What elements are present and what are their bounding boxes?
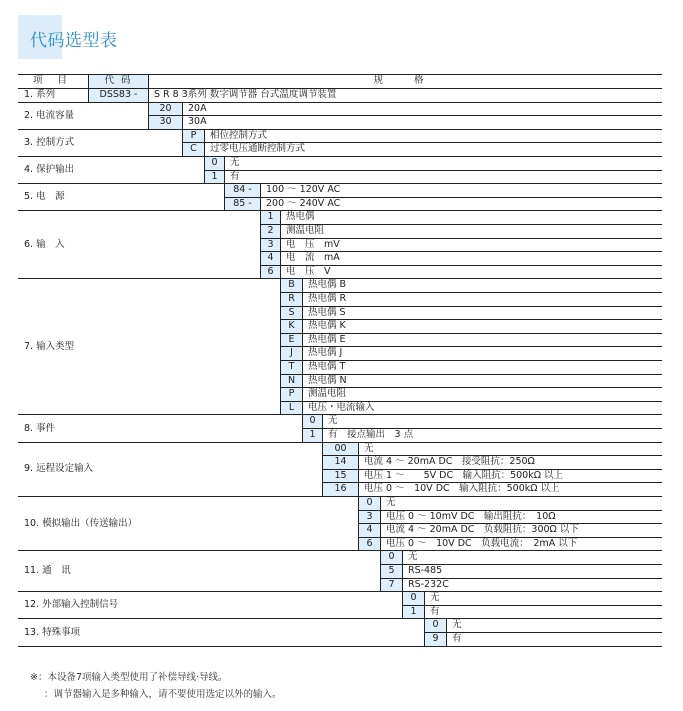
option-code: DSS83 - [89,89,148,102]
option-code: 15 [323,470,358,483]
option-code: P [281,388,302,401]
option-description: 电压・电流输入 [308,401,375,413]
option-code: 14 [323,456,358,469]
header-code: 代 码 [89,74,148,88]
option-description: S R 8 3系列 数字调节器 台式温度调节装置 [154,89,337,100]
option-code: 0 [381,551,402,564]
option-description: 无 [430,592,440,604]
option-code: 3 [359,511,380,524]
option-description: 热电偶 R [308,293,347,304]
option-code: 0 [359,497,380,510]
group-label: 9. 远程设定输入 [24,463,94,475]
code-left-rule [322,442,323,496]
option-description: 30A [188,116,207,128]
option-description: 无 [408,551,418,563]
code-right-rule [260,183,261,210]
option-description: 热电偶 B [308,279,347,291]
option-code: 0 [403,592,424,605]
option-code: J [281,347,302,360]
group-label: 2. 电流容量 [24,109,75,121]
option-code: R [281,293,302,306]
option-description: RS-485 [408,565,443,576]
group-label: 10. 模拟输出（传送输出） [24,517,138,529]
option-code: 0 [303,415,322,428]
group-label: 1. 系列 [24,89,56,101]
option-description: 无 [386,497,396,508]
option-description: 电压 0 ～ 10V DC 输入阻抗：500kΩ 以上 [364,483,560,495]
code-left-rule [182,129,183,156]
option-code: 4 [359,524,380,537]
option-code: 4 [261,252,280,265]
option-description: 200 ～ 240V AC [266,197,341,209]
code-left-rule [148,102,149,129]
option-description: 电流 4 ～ 20mA DC 负载阻抗：300Ω 以下 [386,524,579,536]
option-code: 85 - [225,198,260,211]
option-code: T [281,361,302,374]
footnote-2: ：调节器输入是多种输入，请不要使用选定以外的输入。 [44,689,282,700]
group-label: 5. 电 源 [24,191,65,203]
code-right-rule [322,414,323,441]
option-code: E [281,334,302,347]
option-description: 电 流 mA [286,252,340,264]
footnote-1: ※：本设备7项输入类型使用了补偿导线·导线。 [30,672,228,683]
group-rule [18,646,662,647]
option-code: 6 [359,538,380,551]
option-description: 20A [188,102,207,114]
option-code: 16 [323,483,358,496]
option-code: S [281,307,302,320]
option-code: 7 [381,579,402,592]
option-description: 电压 0 ～ 10V DC 负载电流： 2mA 以下 [386,537,578,549]
code-right-rule [204,129,205,156]
group-label: 8. 事件 [24,422,56,434]
col-rule [148,74,149,88]
option-description: 测温电阻 [308,388,347,400]
group-label: 11. 通 讯 [24,565,71,577]
code-right-rule [358,442,359,496]
option-description: 有 [430,605,440,617]
option-description: 过零电压通断控制方式 [210,143,306,155]
option-description: 无 [452,619,462,631]
option-description: 电 压 V [286,265,331,277]
header-item: 项 目 [32,75,74,86]
option-code: 0 [425,619,446,632]
group-label: 7. 输入类型 [24,340,75,352]
option-code: 84 - [225,184,260,197]
option-code: N [281,375,302,388]
code-left-rule [260,210,261,278]
option-description: 有 接点输出 3 点 [328,429,414,440]
col-rule [88,74,89,88]
code-left-rule [424,618,425,645]
option-code: 00 [323,443,358,456]
code-right-rule [424,591,425,618]
option-description: 电压 1 ～ 5V DC 输入阻抗：500kΩ 以上 [364,469,564,481]
option-description: 热电偶 [286,211,315,223]
group-label: 6. 输 入 [24,238,65,250]
option-code: K [281,320,302,333]
option-code: 6 [261,266,280,279]
option-code: 1 [403,606,424,619]
option-code: C [183,143,204,156]
code-right-rule [302,278,303,414]
option-code: 2 [261,225,280,238]
group-label: 12. 外部输入控制信号 [24,599,119,611]
code-left-rule [280,278,281,414]
code-left-rule [402,591,403,618]
option-description: 无 [364,442,374,454]
option-description: 热电偶 S [308,306,346,318]
option-description: 无 [328,415,338,427]
code-right-rule [224,156,225,183]
option-code: L [281,402,302,415]
option-code: B [281,279,302,292]
option-code: 3 [261,239,280,252]
option-code: 0 [205,157,224,170]
option-description: RS-232C [408,578,449,590]
option-code: P [183,130,204,143]
group-label: 13. 特殊事项 [24,626,81,638]
option-description: 热电偶 N [308,374,347,386]
code-right-rule [148,88,149,102]
option-description: 电 压 mV [286,238,340,250]
option-description: 测温电阻 [286,225,325,236]
code-left-rule [224,183,225,210]
option-description: 电流 4 ～ 20mA DC 接受阻抗：250Ω [364,456,535,468]
code-right-rule [402,550,403,591]
option-code: 1 [261,211,280,224]
page-title: 代码选型表 [30,31,118,51]
code-right-rule [446,618,447,645]
option-code: 30 [149,116,182,129]
option-description: 电压 0 ～ 10mV DC 输出阻抗： 10Ω [386,510,556,522]
option-description: 热电偶 J [308,347,343,359]
table-top-rule [18,74,662,75]
option-description: 无 [230,157,240,168]
code-left-rule [380,550,381,591]
option-description: 热电偶 E [308,333,346,345]
option-code: 1 [303,429,322,442]
option-code: 5 [381,565,402,578]
group-label: 4. 保护输出 [24,164,75,176]
option-description: 有 [452,633,462,644]
option-code: 1 [205,171,224,184]
option-description: 热电偶 T [308,361,346,372]
code-right-rule [280,210,281,278]
code-left-rule [358,496,359,550]
option-description: 有 [230,170,240,182]
code-right-rule [380,496,381,550]
code-left-rule [204,156,205,183]
group-label: 3. 控制方式 [24,136,75,148]
option-description: 相位控制方式 [210,129,268,141]
option-code: 9 [425,633,446,646]
code-right-rule [182,102,183,129]
option-description: 100 ～ 120V AC [266,184,341,196]
option-description: 热电偶 K [308,320,346,332]
code-left-rule [88,88,89,102]
code-left-rule [302,414,303,441]
option-code: 20 [149,103,182,116]
header-spec: 规 格 [373,75,438,86]
